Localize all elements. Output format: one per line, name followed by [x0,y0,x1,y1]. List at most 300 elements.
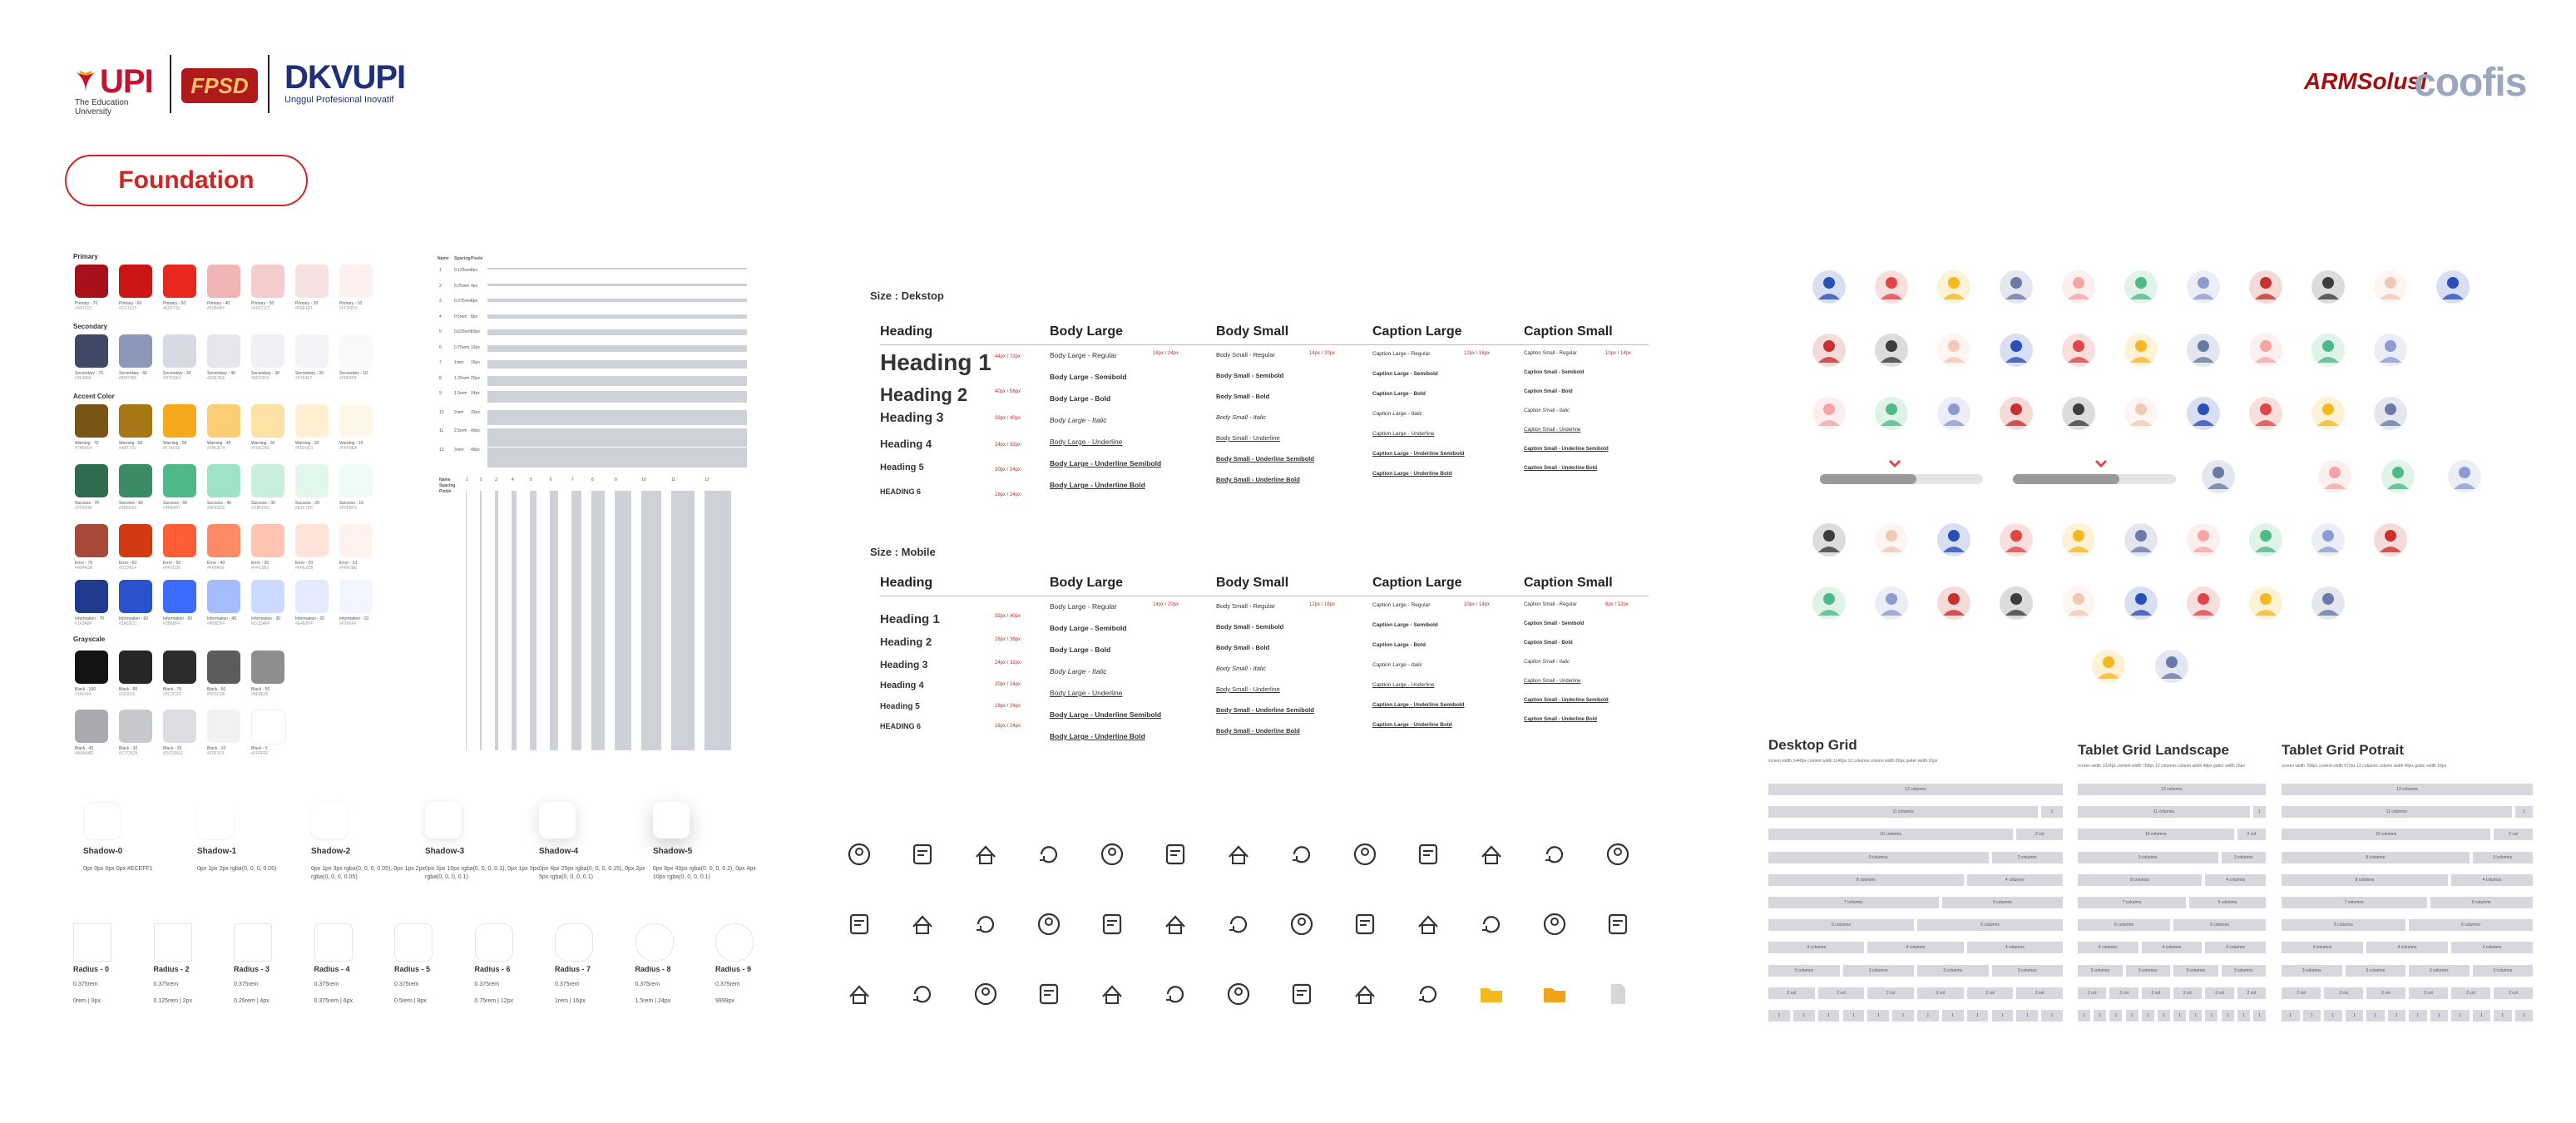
type-style-sample: Body Small - Bold [1216,644,1270,651]
type-style-sample: Caption Large - Underline [1372,431,1435,437]
radius-px: 9999px [715,998,734,1004]
color-swatch [207,334,240,368]
shadow-sample [83,802,121,840]
sync-arrows-icon[interactable] [1604,840,1632,868]
heading-size-note: 32px / 40px [995,416,1021,421]
color-name: Error - 10 [339,561,358,566]
layers-icon[interactable] [1224,840,1253,868]
refresh-number-icon[interactable] [1351,910,1379,938]
color-name: Success - 50 [163,501,187,506]
grid-cell: 1 [2430,1010,2449,1022]
grid-cell: 11 columns [1768,806,2038,818]
home-mail-icon[interactable] [1351,840,1379,868]
radius-title: Radius - 2 [153,965,190,973]
dkv-tagline: Unggul Profesional Inovatif [284,95,394,105]
color-hex: #F0B4B4 [207,306,225,311]
radius-px: 0.75rem | 12px [474,998,514,1004]
server-refresh-icon[interactable] [845,980,873,1008]
color-swatch [119,710,152,743]
search-doc-illustration [2184,268,2222,306]
radius-sample [234,923,272,962]
dkv-logo [284,59,406,110]
heading-sample: Heading 3 [880,659,928,670]
cloud-dots-illustration [1810,584,1848,622]
radius-sample [394,923,433,962]
type-style-sample: Caption Small - Semibold [1524,370,1585,375]
spacing-name: 7 [439,360,442,365]
type-style-sample: Body Small - Semibold [1216,623,1284,631]
grid-cell: 7 columns [1768,897,1939,908]
radius-rem: 0.375rem [474,982,500,987]
color-hex: #DCDDE0 [163,751,183,756]
grid-cell: 1 [2451,1010,2470,1022]
spacing-px: 16px [471,360,480,365]
type-style-sample: Caption Large - Underline Bold [1372,471,1452,477]
window-person-illustration [1935,584,1973,622]
typography-column-header: Caption Small [1524,324,1613,339]
type-size-note: 12px / 16px [1464,351,1491,356]
grid-cell: 7 columns [2282,897,2427,908]
note-edit-icon[interactable] [1161,910,1189,938]
pen-icon[interactable] [972,910,1000,938]
spacing-bar [487,345,747,352]
grid-cell: 8 columns [2078,874,2202,886]
shadow-title: Shadow-1 [197,847,237,856]
spacing-rem: 0.375rem [454,299,472,304]
color-hex: #FFFFFF [251,751,269,756]
column-name: 4 [512,477,514,482]
color-swatch [207,265,240,298]
thumbs-up-illustration [1935,331,1973,369]
receipt-icon[interactable] [845,910,873,938]
typography-column-header: Body Large [1050,576,1124,590]
support-agent-illustration [1997,521,2035,559]
radius-rem: 0.375rem [635,982,660,987]
spacing-px: 8px [471,314,478,319]
undo-icon[interactable] [1477,910,1506,938]
column-bar [480,491,482,750]
person-seated-illustration [2122,331,2160,369]
grid-cell: 1 [1942,1010,1964,1022]
spacing-px: 48px [471,447,480,453]
grid-cell: 3 columns [1917,965,1989,977]
type-style-sample: Body Small - Regular [1216,602,1275,610]
type-style-sample: Caption Small - Italic [1524,408,1570,413]
question-group-illustration [1872,394,1911,433]
grid-cell: 2 col [2366,987,2405,999]
grid-cell: 1 [2303,1010,2321,1022]
grid-cell: 1 [2253,806,2266,818]
document-return-icon[interactable] [1035,840,1063,868]
grid-cell: 1 [2515,1010,2534,1022]
type-style-sample: Caption Small - Underline Semibold [1524,447,1609,452]
mailbox-illustration [1810,268,1848,306]
people-desk-illustration [2059,331,2098,369]
color-hex: #A84A3A [75,566,93,571]
column-name: 5 [530,477,532,482]
person-refresh-icon[interactable] [1035,980,1063,1008]
grid-cell: 3 columns [2078,965,2123,977]
radius-sample [73,923,111,962]
star-settings-icon[interactable] [1098,980,1126,1008]
grid-cell: 1 [2142,1010,2154,1022]
type-style-sample: Caption Large - Semibold [1372,371,1438,377]
color-name: Information - 10 [339,616,369,621]
user-write-icon[interactable] [1288,910,1316,938]
grid-cell: 1 [2253,1010,2266,1022]
color-name: Secondary - 60 [119,371,147,376]
column-name: 3 [495,477,497,482]
avatar-pink-illustration [2059,394,2098,433]
character-mask-illustration [1935,268,1973,306]
type-style-sample: Caption Small - Semibold [1524,621,1585,626]
type-style-sample: Body Large - Regular [1050,351,1117,359]
color-name: Black - 60 [207,687,226,692]
dkv-wordmark: DKVUPI [284,59,406,96]
heading-sample: HEADING 6 [880,487,922,496]
spacing-px: 20px [471,375,480,381]
doc-check-illustration [2089,647,2128,685]
grid-cell: 8 columns [1768,874,1964,886]
color-swatch [75,464,108,497]
radius-title: Radius - 0 [73,965,110,973]
grid-cell: 1 [2078,1010,2090,1022]
column-bar [571,491,581,750]
color-swatch [339,524,373,557]
grid-specs: screen width 1440px content width 1146px 12 columns column width 80px gutter width 16px [1768,759,1938,764]
document-edit-icon[interactable] [1161,840,1189,868]
reader-illustration [2247,331,2285,369]
color-swatch [119,404,152,438]
color-name: Primary - 40 [207,301,230,306]
color-swatch [339,464,373,497]
spacing-name: 2 [439,283,442,289]
doc-approve-illustration [2122,584,2160,622]
color-swatch [295,334,329,368]
infinity-circle-illustration [1872,521,1911,559]
grid-cell: 1 [1867,1010,1889,1022]
folder-orange-icon[interactable] [1540,980,1569,1008]
color-hex: #FDE2A6 [251,446,269,451]
grid-cell: 2 col [2409,987,2448,999]
color-hex: #F7A91E [163,446,180,451]
question-man-illustration [1810,394,1848,433]
heading-sample: Heading 1 [880,612,940,626]
color-hex: #E1F7EC [295,506,314,511]
color-swatch [163,710,196,743]
spacing-bar [487,299,747,302]
radius-title: Radius - 7 [555,965,591,973]
color-hex: #A8101C [75,306,92,311]
color-hex: #A87715 [119,446,136,451]
radius-title: Radius - 8 [635,965,671,973]
color-swatch [75,404,108,438]
grid-cell: 11 columns [2282,806,2512,818]
grid-cell: 3 columns [2222,965,2267,977]
contact-book-icon[interactable] [1540,840,1569,868]
spacing-rem: 1rem [454,360,464,365]
spacing-bar [487,391,747,403]
grid-cell: 3 columns [2473,852,2534,863]
color-name: Secondary - 40 [207,371,235,376]
heading-sample: Heading 4 [880,438,932,450]
type-style-sample: Body Large - Underline Semibold [1050,459,1162,468]
spacing-bar [487,428,747,447]
color-hex: #A9AAAD [75,751,94,756]
color-name: Success - 30 [251,501,275,506]
color-hex: #FF5D36 [163,566,180,571]
radius-sample [475,923,513,962]
home-fill-icon[interactable] [1414,840,1442,868]
redo-icon[interactable] [1604,910,1632,938]
spacing-rem: 2.5rem [454,428,467,433]
grid-cell: 4 columns [1967,874,2063,886]
doc-error-illustration [2309,584,2347,622]
grid-cell: 2 col [2016,829,2063,840]
grid-cell: 2 col [2494,987,2533,999]
grid-cell: 1 [2388,1010,2406,1022]
coofis-logo: coofis [2414,61,2527,105]
spacing-rem: 1.5rem [454,391,467,396]
file-money-icon[interactable] [1288,980,1316,1008]
radius-sample [715,923,754,962]
color-swatch [251,334,284,368]
color-swatch [119,651,152,684]
spacing-header: Spacing [454,256,471,261]
type-style-sample: Caption Small - Underline [1524,428,1581,433]
heading-size-note: 20px / 24px [995,682,1021,687]
grid-cell: 1 [2205,1010,2218,1022]
grid-cell: 2 col [2205,987,2233,999]
color-swatch [119,265,152,298]
color-hex: #2C2C2C [163,692,181,697]
column-bar [550,491,558,750]
column-header: Spacing [439,483,456,488]
shadow-sample [425,802,462,839]
type-style-sample: Caption Small - Bold [1524,641,1573,646]
spacing-bar [487,314,747,319]
paper-plane-illustration [2247,268,2285,306]
type-style-sample: Body Large - Italic [1050,416,1107,424]
shadow-sample [311,802,348,839]
file-gray-icon[interactable] [1604,980,1632,1008]
grid-cell: 6 columns [1917,919,2063,931]
color-name: Secondary - 10 [339,371,368,376]
color-name: Black - 30 [119,746,138,751]
person-chat-illustration [2371,394,2410,433]
file-folder-icon[interactable] [1224,980,1253,1008]
type-style-sample: Caption Small - Regular [1524,351,1577,356]
spacing-px: 2px [471,268,478,273]
column-name: 1 [466,477,468,482]
arm-solusi-logo: ARMSolusi [2304,68,2427,94]
calendar-mail-icon[interactable] [1477,840,1506,868]
color-hex: #EEF0F4 [251,376,269,381]
dashboard-board-illustration [2184,521,2222,559]
typography-column-header: Caption Large [1372,576,1462,590]
color-swatch [163,580,196,613]
spinner-illustration [1935,521,1973,559]
color-name: Black - 100 [75,687,96,692]
spacing-rem: 1.25rem [454,375,470,381]
star-user-icon[interactable] [1540,910,1569,938]
grid-cell: 1 [2094,1010,2106,1022]
upi-logo [75,63,166,116]
color-name: Information - 40 [207,616,237,621]
color-hex: #CCDAFF [251,621,271,626]
upi-emblem-icon [75,69,96,94]
folder-yellow-icon[interactable] [1477,980,1506,1008]
color-hex: #FF8A66 [207,566,225,571]
column-bar [530,491,536,750]
type-style-sample: Caption Small - Regular [1524,602,1577,607]
phone-shield-icon[interactable] [1288,840,1316,868]
package-settings-icon[interactable] [1098,840,1126,868]
type-style-sample: Body Large - Underline Bold [1050,481,1145,489]
color-swatch [251,710,286,745]
color-hex: #A5BDFF [207,621,225,626]
type-size-note: 8px / 12px [1605,602,1629,607]
grid-cell: 1 [2282,1010,2300,1022]
shadow-sample [653,802,690,839]
shadow-sample [539,802,576,839]
grid-cell: 1 [2409,1010,2427,1022]
type-style-sample: Body Large - Italic [1050,667,1107,675]
grid-cell: 4 columns [1867,942,1963,953]
worker-illustration [2309,331,2347,369]
color-hex: #2F6D4E [75,506,93,511]
user-circle-icon[interactable] [845,840,873,868]
color-hex: #C7C8CB [119,751,138,756]
spacing-px: 24px [471,391,480,396]
file-user-icon[interactable] [1035,910,1063,938]
grid-cell: 7 columns [2078,897,2186,908]
shadow-description: 0px 4px 25px rgba(0, 0, 0, 0.15), 0px 2px 5px rgba(0, 0, 0, 0.1) [539,866,645,880]
message-box-icon[interactable] [1098,910,1126,938]
question-person-illustration [2371,331,2410,369]
shadow-title: Shadow-4 [539,847,579,856]
fpsd-logo: FPSD [181,68,258,103]
spacing-name: 6 [439,344,442,350]
type-style-sample: Caption Large - Bold [1372,642,1426,648]
question-woman-illustration [1935,394,1973,433]
type-style-sample: Body Small - Semibold [1216,372,1284,379]
mail-circle-illustration [2371,268,2410,306]
type-style-sample: Body Large - Semibold [1050,624,1127,632]
type-style-sample: Caption Small - Underline [1524,679,1581,684]
color-swatch [207,404,240,438]
user-sign-icon[interactable] [1224,910,1253,938]
spacing-rem: 2rem [454,409,464,415]
color-swatch [339,580,373,613]
color-hex: #7A5414 [75,446,92,451]
color-swatch [295,524,329,557]
typography-column-header: Body Large [1050,324,1124,339]
spacing-name: 12 [439,447,444,453]
mailbox-flag-illustration [2379,458,2417,496]
typography-column-header: Heading [880,324,933,339]
person-laptop-illustration [2184,331,2222,369]
spacing-px: 12px [471,344,480,350]
grid-cell: 2 col [1867,987,1914,999]
color-name: Warning - 70 [75,441,99,446]
color-name: Error - 40 [207,561,225,566]
grid-cell: 2 col [2282,987,2321,999]
color-name: Primary - 60 [119,301,142,306]
user-location-icon[interactable] [908,840,937,868]
color-name: Warning - 60 [119,441,143,446]
color-swatch [207,580,240,613]
color-hex: #FCF0F0 [339,306,358,311]
color-swatch [251,580,284,613]
heading-sample: Heading 3 [880,411,944,425]
grid-cell: 1 [2126,1010,2138,1022]
column-name: 10 [641,477,646,482]
type-style-sample: Body Small - Italic [1216,665,1267,672]
foundation-button[interactable]: Foundation [65,155,308,206]
color-hex: #F5CCCC [251,306,271,311]
grid-cell: 5 columns [2430,897,2534,908]
document-check-icon[interactable] [1161,980,1189,1008]
heading-size-note: 40px / 56px [995,389,1021,394]
location-pin-icon[interactable] [1351,980,1379,1008]
color-swatch [251,404,284,438]
color-swatch [163,524,196,557]
radius-px: 0.5rem | 8px [394,998,427,1004]
mail-open-icon[interactable] [972,840,1000,868]
file-settings-icon[interactable] [908,980,937,1008]
grid-cell: 2 col [2016,987,2063,999]
sort-arrows-icon[interactable] [1414,980,1442,1008]
color-hex: #8E8E90 [251,692,269,697]
type-style-sample: Caption Large - Italic [1372,662,1422,668]
spacing-name: 10 [439,409,444,415]
color-swatch [207,464,240,497]
grid-title: Tablet Grid Potrait [2282,742,2405,758]
heading-size-note: 44px / 72px [995,354,1021,359]
grid-cell: 3 columns [2126,965,2171,977]
color-swatch [251,464,284,497]
mailbox-blue-illustration [2316,458,2354,496]
color-hex: #3F4866 [75,376,91,381]
grid-cell: 2 col [1768,987,1815,999]
column-bar [512,491,517,750]
color-hex: #3B8C64 [119,506,136,511]
spacing-rem: 0.25rem [454,283,470,289]
radius-title: Radius - 9 [715,965,752,973]
spacing-name: 1 [439,268,442,273]
color-swatch [119,334,152,368]
spacing-rem: 0.75rem [454,344,470,350]
check-refresh-icon[interactable] [972,980,1000,1008]
typography-column-header: Body Small [1216,324,1289,339]
column-name: 9 [615,477,617,482]
heading-size-note: 16px / 24px [995,492,1021,497]
type-style-sample: Body Small - Bold [1216,393,1270,400]
box-refresh-icon[interactable] [1414,910,1442,938]
radius-px: 0.25rem | 4px [234,998,269,1004]
type-style-sample: Body Small - Regular [1216,351,1275,359]
spacing-bar [487,284,747,286]
spacing-name: 9 [439,391,442,396]
color-name: Primary - 10 [339,301,363,306]
type-style-sample: Caption Small - Italic [1524,660,1570,665]
people-circle-illustration [2184,394,2222,433]
user-minus-icon[interactable] [908,910,937,938]
mail-red-illustration [2434,268,2472,306]
color-hex: #D23A14 [119,566,136,571]
radius-px: 0rem | 0px [73,998,101,1004]
